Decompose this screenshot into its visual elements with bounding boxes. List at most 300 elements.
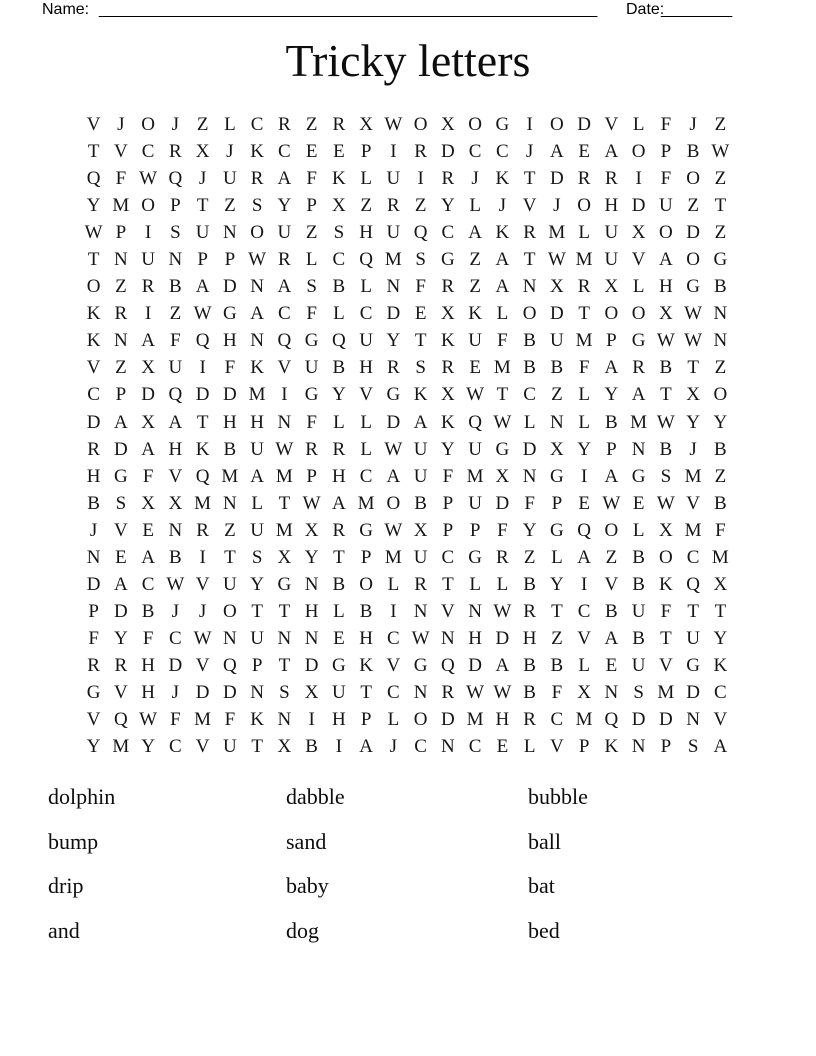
grid-cell: P	[360, 709, 372, 731]
grid-cell: S	[415, 249, 426, 271]
name-blank-line: ________________________________________________________	[99, 1, 598, 18]
word-list-column	[286, 775, 528, 953]
grid-cell: X	[577, 682, 591, 703]
grid-cell: N	[713, 303, 728, 325]
grid-cell: D	[577, 114, 591, 136]
grid-cell: K	[713, 654, 728, 676]
grid-cell: G	[550, 465, 564, 487]
grid-cell: X	[413, 519, 428, 541]
grid-cell: C	[359, 465, 373, 487]
grid-cell: N	[713, 330, 728, 352]
grid-cell: E	[333, 627, 345, 649]
grid-cell: T	[278, 654, 291, 676]
grid-cell: W	[139, 168, 158, 190]
grid-cell: F	[306, 303, 317, 325]
grid-cell: K	[413, 384, 428, 406]
grid-cell: R	[87, 438, 100, 460]
grid-cell: W	[602, 492, 621, 514]
grid-cell: B	[523, 573, 536, 595]
grid-cell: H	[359, 222, 373, 244]
grid-cell: V	[195, 654, 210, 676]
grid-cell: V	[441, 600, 455, 622]
grid-cell: U	[168, 357, 183, 379]
grid-cell: G	[495, 438, 510, 460]
page-title: Tricky letters	[285, 35, 531, 86]
grid-cell: O	[141, 195, 155, 217]
grid-cell: I	[390, 600, 397, 622]
grid-cell: U	[250, 519, 264, 541]
grid-cell: Y	[441, 438, 455, 460]
grid-cell: A	[659, 249, 673, 271]
grid-cell: Z	[115, 276, 127, 298]
grid-cell: P	[170, 195, 181, 217]
grid-cell: G	[468, 546, 482, 568]
grid-cell: W	[275, 438, 294, 460]
grid-cell: X	[359, 114, 373, 136]
grid-cell: E	[115, 546, 127, 568]
grid-cell: N	[604, 682, 619, 703]
grid-cell: M	[711, 546, 729, 568]
grid-cell: D	[631, 195, 646, 217]
grid-cell: J	[226, 141, 234, 163]
grid-cell: Z	[469, 276, 481, 298]
grid-cell: D	[223, 276, 237, 298]
grid-cell: T	[687, 357, 699, 379]
grid-cell: G	[686, 276, 700, 298]
grid-cell: T	[714, 600, 727, 622]
grid-cell: X	[713, 573, 728, 595]
grid-cell: X	[659, 303, 673, 325]
grid-cell: M	[221, 465, 239, 487]
grid-cell: V	[631, 249, 646, 271]
grid-cell: O	[659, 546, 673, 568]
grid-cell: W	[466, 384, 485, 406]
grid-cell: Q	[441, 654, 455, 676]
grid-cell: Z	[196, 114, 209, 136]
grid-cell: K	[250, 709, 264, 731]
grid-cell: Z	[714, 168, 727, 190]
grid-cell: E	[469, 357, 481, 379]
grid-cell: L	[578, 654, 590, 676]
grid-cell: O	[686, 168, 700, 190]
grid-cell: U	[386, 222, 401, 244]
word-item: bed	[528, 917, 560, 943]
grid-cell: Z	[714, 222, 727, 244]
grid-cell: H	[250, 411, 264, 433]
grid-cell: B	[414, 492, 427, 514]
grid-cell: L	[333, 600, 345, 622]
grid-cell: K	[332, 168, 346, 190]
grid-cell: D	[441, 709, 455, 731]
grid-cell: Q	[114, 709, 128, 731]
grid-cell: Z	[305, 222, 318, 244]
grid-cell: A	[495, 276, 510, 298]
grid-cell: W	[166, 573, 185, 595]
grid-cell: B	[523, 682, 536, 703]
grid-cell: B	[605, 411, 618, 433]
grid-cell: C	[278, 303, 291, 325]
grid-cell: C	[169, 627, 182, 649]
grid-cell: M	[248, 384, 266, 406]
grid-cell: C	[414, 736, 427, 758]
grid-cell: O	[522, 303, 537, 325]
grid-cell: G	[413, 654, 428, 676]
grid-cell: I	[144, 222, 152, 244]
grid-cell: I	[417, 168, 424, 190]
grid-cell: N	[277, 627, 292, 649]
grid-cell: X	[604, 276, 619, 298]
grid-cell: D	[223, 384, 237, 406]
grid-cell: K	[250, 141, 264, 163]
grid-cell: X	[659, 519, 673, 541]
grid-cell: Y	[550, 573, 564, 595]
grid-cell: K	[495, 168, 510, 190]
grid-cell: V	[604, 573, 619, 595]
grid-cell: N	[86, 546, 101, 568]
grid-cell: F	[497, 330, 508, 352]
grid-cell: A	[604, 465, 619, 487]
grid-cell: U	[223, 168, 237, 190]
grid-cell: D	[522, 438, 537, 460]
grid-cell: M	[684, 465, 702, 487]
grid-cell: H	[223, 411, 237, 433]
grid-cell: Z	[169, 303, 182, 325]
grid-cell: X	[195, 141, 210, 163]
grid-cell: A	[277, 168, 292, 190]
grid-cell: J	[198, 168, 207, 190]
grid-cell: T	[551, 600, 563, 622]
grid-cell: X	[141, 411, 155, 433]
grid-cell: P	[224, 249, 236, 271]
grid-cell: F	[578, 357, 590, 379]
grid-cell: O	[386, 492, 401, 514]
grid-cell: Q	[168, 168, 183, 190]
word-item: bat	[528, 873, 555, 899]
grid-cell: T	[687, 600, 699, 622]
grid-cell: Y	[686, 411, 700, 433]
grid-cell: R	[278, 249, 291, 271]
grid-cell: G	[441, 249, 455, 271]
grid-cell: Z	[714, 114, 727, 136]
grid-cell: U	[386, 168, 401, 190]
grid-cell: F	[224, 357, 236, 379]
word-item: and	[48, 917, 80, 943]
grid-cell: Q	[468, 411, 482, 433]
grid-cell: Z	[360, 195, 372, 217]
grid-cell: K	[359, 654, 373, 676]
grid-cell: G	[359, 519, 373, 541]
grid-cell: A	[577, 546, 591, 568]
grid-cell: Y	[522, 519, 537, 541]
grid-cell: V	[713, 709, 728, 731]
grid-cell: A	[604, 627, 619, 649]
grid-cell: Z	[687, 195, 699, 217]
grid-cell: X	[550, 438, 564, 460]
grid-cell: V	[86, 357, 101, 379]
grid-cell: Q	[168, 384, 183, 406]
word-item: dabble	[286, 784, 345, 810]
grid-cell: N	[631, 438, 646, 460]
grid-cell: B	[332, 357, 346, 379]
grid-cell: I	[199, 546, 206, 568]
grid-cell: P	[306, 195, 317, 217]
grid-cell: Z	[551, 384, 563, 406]
grid-cell: D	[114, 438, 128, 460]
grid-cell: J	[171, 682, 180, 703]
grid-cell: X	[495, 465, 510, 487]
grid-cell: T	[196, 195, 209, 217]
grid-cell: G	[686, 654, 700, 676]
grid-cell: I	[335, 736, 343, 758]
grid-cell: N	[686, 709, 700, 731]
grid-cell: T	[523, 168, 536, 190]
grid-cell: K	[441, 330, 455, 352]
grid-cell: Q	[686, 573, 700, 595]
grid-cell: X	[277, 736, 292, 758]
grid-cell: H	[223, 330, 237, 352]
grid-cell: G	[304, 330, 319, 352]
grid-cell: X	[141, 357, 155, 379]
grid-cell: S	[333, 222, 345, 244]
grid-cell: Z	[414, 195, 427, 217]
grid-cell: A	[141, 330, 155, 352]
grid-cell: B	[87, 492, 100, 514]
grid-cell: X	[332, 195, 346, 217]
grid-cell: Q	[277, 330, 292, 352]
grid-cell: V	[277, 357, 292, 379]
grid-cell: A	[495, 654, 510, 676]
grid-cell: L	[632, 276, 645, 298]
grid-cell: C	[468, 736, 482, 758]
grid-cell: E	[578, 141, 590, 163]
grid-cell: Y	[332, 384, 346, 406]
grid-cell: X	[686, 384, 700, 406]
grid-cell: Y	[386, 330, 401, 352]
grid-cell: B	[169, 276, 182, 298]
grid-cell: F	[88, 627, 99, 649]
grid-cell: K	[86, 303, 101, 325]
grid-cell: R	[414, 141, 427, 163]
grid-cell: B	[523, 357, 536, 379]
grid-cell: U	[250, 627, 264, 649]
grid-cell: E	[578, 492, 590, 514]
grid-cell: X	[441, 114, 455, 136]
grid-cell: B	[523, 654, 536, 676]
grid-cell: V	[114, 519, 128, 541]
grid-cell: L	[333, 303, 345, 325]
grid-cell: R	[441, 168, 455, 190]
grid-cell: P	[469, 519, 481, 541]
grid-cell: H	[86, 465, 101, 487]
grid-cell: U	[195, 222, 210, 244]
grid-cell: L	[360, 411, 372, 433]
grid-cell: P	[360, 546, 372, 568]
grid-cell: U	[631, 654, 646, 676]
grid-cell: R	[414, 573, 427, 595]
grid-cell: P	[660, 736, 672, 758]
grid-cell: R	[141, 276, 155, 298]
grid-cell: F	[170, 709, 181, 731]
grid-cell: O	[604, 519, 619, 541]
grid-cell: M	[275, 465, 293, 487]
grid-cell: C	[686, 546, 700, 568]
grid-cell: X	[168, 492, 183, 514]
grid-cell: Y	[441, 195, 455, 217]
grid-cell: B	[632, 546, 645, 568]
grid-cell: F	[306, 411, 317, 433]
grid-cell: Y	[141, 736, 155, 758]
grid-cell: V	[86, 114, 101, 136]
grid-cell: M	[112, 195, 130, 217]
grid-cell: Q	[413, 222, 428, 244]
grid-cell: P	[551, 492, 563, 514]
grid-cell: S	[251, 546, 263, 568]
grid-cell: H	[522, 627, 537, 649]
grid-cell: N	[223, 492, 237, 514]
grid-cell: B	[359, 600, 373, 622]
grid-cell: Z	[714, 465, 727, 487]
grid-cell: P	[578, 736, 590, 758]
grid-cell: N	[114, 330, 128, 352]
grid-cell: U	[468, 330, 482, 352]
grid-cell: H	[141, 654, 155, 676]
grid-cell: C	[332, 249, 346, 271]
grid-cell: L	[360, 438, 372, 460]
grid-cell: U	[604, 249, 619, 271]
grid-cell: R	[523, 600, 536, 622]
grid-cell: R	[577, 168, 591, 190]
grid-cell: C	[496, 141, 509, 163]
grid-cell: U	[277, 222, 292, 244]
grid-cell: U	[332, 682, 346, 703]
grid-cell: L	[578, 384, 590, 406]
word-item: sand	[286, 828, 327, 854]
grid-cell: R	[114, 654, 128, 676]
grid-cell: A	[168, 411, 183, 433]
grid-cell: B	[523, 330, 536, 352]
grid-cell: H	[332, 465, 346, 487]
grid-cell: R	[523, 709, 536, 731]
grid-cell: Y	[277, 195, 292, 217]
grid-cell: V	[686, 492, 700, 514]
grid-cell: N	[250, 330, 264, 352]
grid-cell: V	[522, 195, 537, 217]
grid-cell: T	[196, 411, 209, 433]
grid-cell: P	[442, 492, 454, 514]
grid-cell: F	[170, 330, 181, 352]
grid-cell: L	[523, 736, 536, 758]
grid-cell: T	[224, 546, 236, 568]
grid-cell: L	[333, 411, 345, 433]
grid-cell: Y	[713, 411, 728, 433]
grid-cell: J	[198, 600, 207, 622]
grid-cell: W	[248, 249, 267, 271]
grid-cell: I	[390, 141, 397, 163]
grid-cell: B	[714, 438, 727, 460]
grid-cell: A	[604, 357, 619, 379]
grid-cell: W	[384, 519, 403, 541]
grid-cell: Q	[195, 465, 210, 487]
grid-cell: W	[384, 438, 403, 460]
grid-cell: N	[441, 627, 455, 649]
grid-cell: J	[689, 438, 697, 460]
grid-cell: U	[604, 222, 619, 244]
grid-cell: A	[277, 276, 292, 298]
grid-cell: A	[114, 411, 128, 433]
grid-cell: Y	[713, 627, 728, 649]
grid-cell: F	[142, 465, 154, 487]
grid-cell: O	[577, 195, 591, 217]
grid-cell: V	[550, 736, 564, 758]
word-list	[48, 775, 728, 953]
grid-cell: D	[495, 627, 510, 649]
grid-cell: C	[141, 573, 155, 595]
grid-cell: Z	[714, 357, 727, 379]
grid-cell: B	[686, 141, 700, 163]
grid-cell: M	[575, 709, 593, 731]
grid-cell: W	[656, 411, 675, 433]
grid-cell: Q	[223, 654, 237, 676]
grid-cell: J	[471, 168, 479, 190]
grid-cell: G	[277, 573, 292, 595]
grid-cell: L	[632, 114, 645, 136]
grid-cell: P	[660, 141, 672, 163]
grid-cell: N	[168, 249, 183, 271]
grid-cell: T	[333, 546, 345, 568]
grid-cell: L	[578, 222, 590, 244]
grid-cell: A	[495, 249, 510, 271]
grid-cell: A	[413, 411, 428, 433]
grid-cell: L	[360, 276, 372, 298]
grid-cell: X	[304, 519, 319, 541]
grid-cell: C	[278, 141, 291, 163]
grid-cell: R	[441, 357, 455, 379]
grid-cell: W	[139, 709, 158, 731]
grid-cell: T	[278, 600, 291, 622]
date-label: Date:	[626, 1, 665, 18]
grid-cell: C	[387, 627, 400, 649]
grid-cell: U	[631, 600, 646, 622]
grid-cell: W	[656, 492, 675, 514]
grid-cell: G	[495, 114, 510, 136]
grid-cell: V	[195, 736, 210, 758]
grid-cell: U	[413, 465, 428, 487]
word-item: dolphin	[48, 784, 116, 810]
grid-cell: O	[686, 249, 700, 271]
grid-cell: D	[223, 682, 237, 703]
grid-cell: O	[468, 114, 482, 136]
grid-cell: W	[493, 600, 512, 622]
grid-cell: A	[114, 573, 128, 595]
grid-cell: E	[305, 141, 318, 163]
grid-cell: L	[387, 709, 400, 731]
grid-cell: Q	[604, 709, 619, 731]
grid-cell: R	[387, 357, 400, 379]
grid-cell: C	[550, 709, 564, 731]
grid-cell: M	[684, 519, 702, 541]
grid-cell: Y	[604, 384, 619, 406]
grid-cell: D	[195, 682, 210, 703]
grid-cell: L	[578, 411, 590, 433]
grid-cell: U	[359, 330, 373, 352]
grid-cell: P	[197, 249, 208, 271]
grid-cell: Y	[250, 573, 264, 595]
grid-cell: H	[359, 627, 373, 649]
grid-cell: H	[604, 195, 619, 217]
grid-cell: T	[414, 330, 427, 352]
grid-cell: R	[332, 438, 346, 460]
grid-cell: L	[469, 195, 481, 217]
